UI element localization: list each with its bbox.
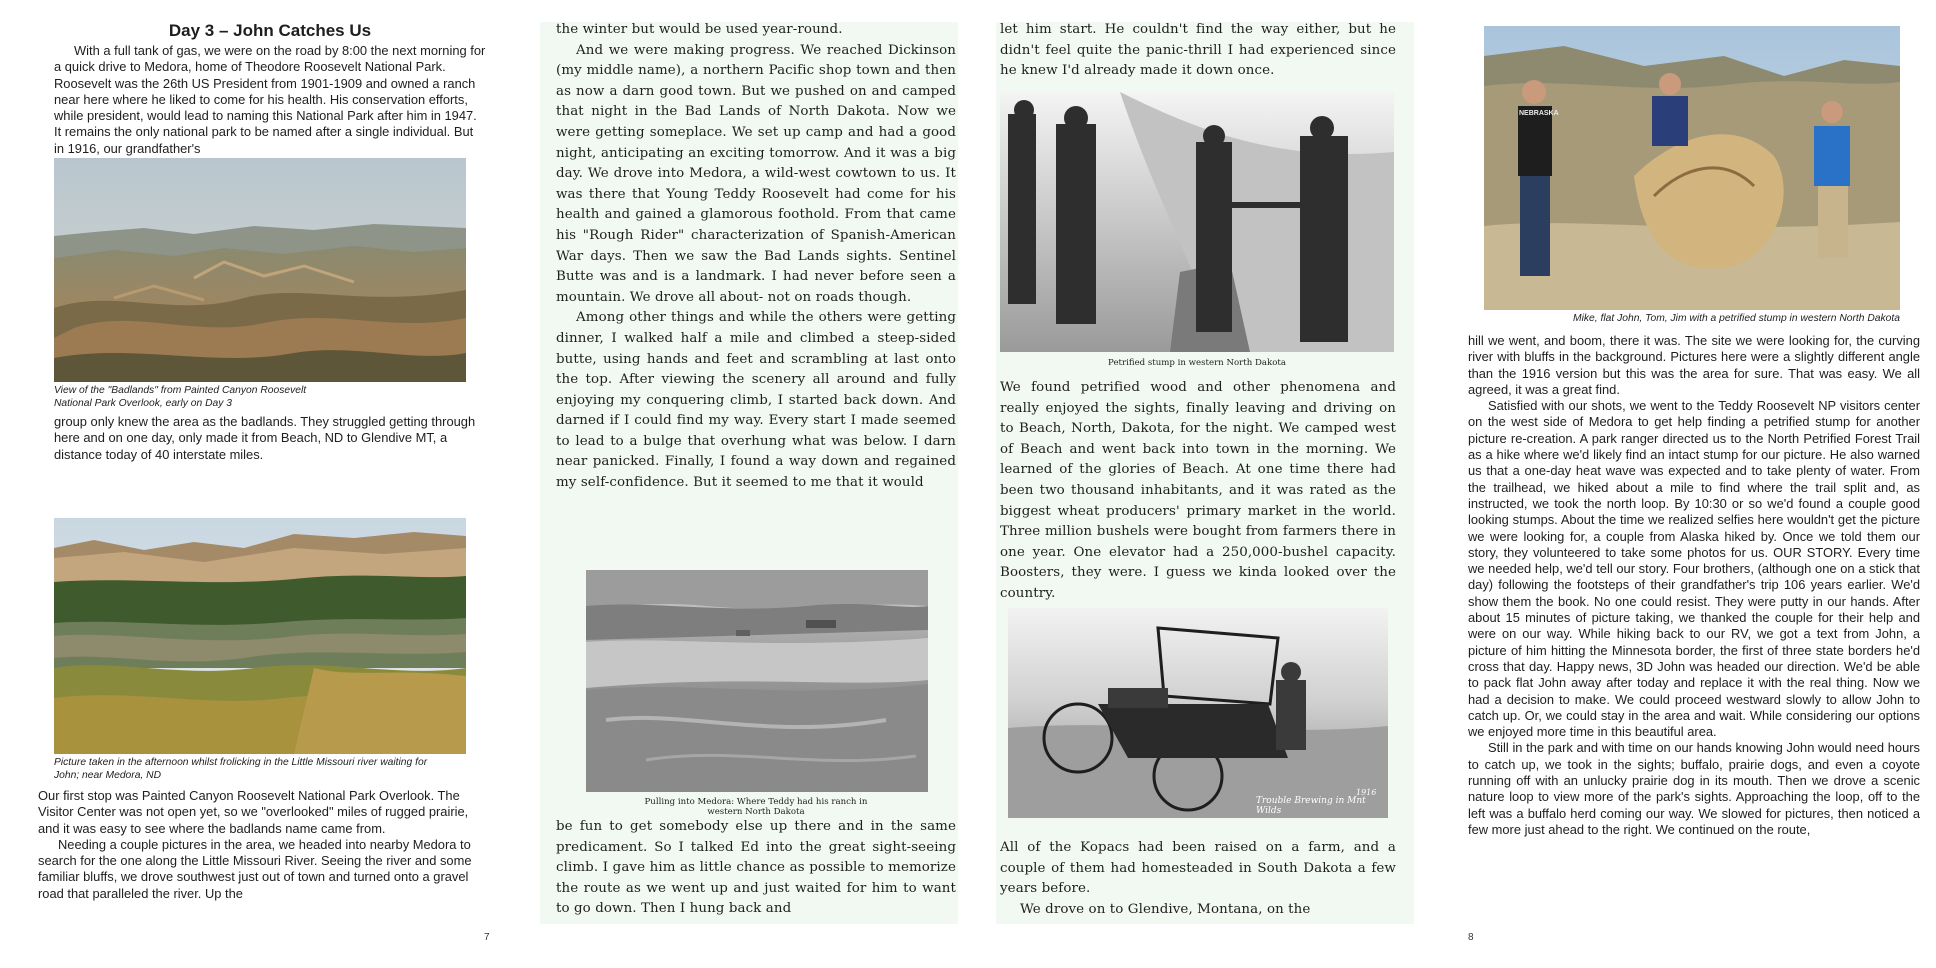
- model-t-car-1916-photo: [1008, 608, 1388, 818]
- page4-text: [1468, 333, 1920, 838]
- photo-inscription: Trouble Brewing in Mnt Wilds: [1256, 796, 1366, 816]
- first-stop-paragraph: Our first stop was Painted Canyon Roosevelt National Park Overlook. The Visitor Center was not open yet, so we "overlooked" miles of rugged prairie, and it was easy to see where the badlands name came from.: [38, 788, 469, 836]
- beach-paragraph: We found petrified wood and other phenomena and really enjoyed the sights, finally leaving and driving on to Beach, North, Dakota, for the night. We camped west of Beach and went back into town in the morning. We learned of the glories of Beach. At one time there had been two thousand inhabitants, and it was rated as the biggest wheat producers' primary market in the world. Three million bushels were bought from farmers there in one year. One elevator had a 250,000-bushel capacity. Boosters, they were. I guess we kinda looked over the country.: [1000, 380, 1396, 601]
- medora-1916-photo: [586, 570, 928, 792]
- park-sights-paragraph: Still in the park and with time on our hands knowing John would need hours to catch up, we took in the sights; buffalo, prairie dogs, and even a coyote running off with an unlucky prairie dog in its mouth. Then we drove a scenic nature loop to view more of the park's sights. Approaching the loop, off to the left was a buffalo herd coming our way. We slowed for pictures, then noticed a few more just ahead to the right. We continued on the route,: [1468, 740, 1920, 837]
- medora-photo-caption: Pulling into Medora: Where Teddy had his ranch in western North Dakota: [644, 797, 868, 817]
- page2-first-line: the winter but would be used year-round.: [556, 22, 843, 37]
- page-title: Day 3 – John Catches Us: [168, 21, 372, 40]
- brothers-petrified-stump-photo: [1484, 26, 1900, 310]
- brothers-photo-caption: Mike, flat John, Tom, Jim with a petrified stump in western North Dakota: [1573, 313, 1900, 324]
- stump-photo-caption: Petrified stump in western North Dakota: [1108, 358, 1286, 368]
- page3-middle-text: [1000, 378, 1396, 605]
- page-number-right: 8: [1468, 932, 1474, 943]
- page3-top-text: let him start. He couldn't find the way either, but he didn't feel quite the panic-thrill I had experienced since he knew I'd already made it down once.: [1000, 22, 1396, 79]
- photo-year: 1916: [1356, 788, 1377, 797]
- continued-text: group only knew the area as the badlands. They struggled getting through here and on one day, only made it from Beach, ND to Glendive MT, a distance today of 40 interstate miles.: [54, 414, 476, 462]
- visitor-center-paragraph: Satisfied with our shots, we went to the Teddy Roosevelt NP visitors center on the west side of Medora to get help finding a petrified stump for another picture re-creation. A park ranger directed us to the North Petrified Forest Trail as a hike where we'd likely find an intact stump for our picture. He also warned us that a one-day heat wave was expected and to take plenty of water. From the trailhead, we hiked about a mile to find where the trail split and, as instructed, we took the north loop. By 10:30 or so we'd found a couple good looking stumps. About the time we realized selfies here wouldn't get the picture we were looking for, a couple from Alaska hiked by. Once we told them our story, they volunteered to take some photos for us. OUR STORY. Every time we needed help, we'd tell our story. Four brothers, (although one on a stick that day) following the footsteps of their grandfather's trip 106 years earlier. We'd show them the book. No one could resist. They were putty in our hands. After about 15 minutes of picture taking, we thanked the couple for their help and were on our way. While hiking back to our RV, we got a text from John, a picture of him hitting the Minnesota border, the first of three state borders he'd cross that day. Happy news, 3D John was headed our direction. We'd be able to pack flat John away after today and replace it with the real thing. Now we had a decision to make. We could proceed westward slowly to allow John to catch up. Or, we could stay in the area and wait. While considering our options we enjoyed more time in this beautiful area.: [1468, 398, 1920, 740]
- kopacs-paragraph: All of the Kopacs had been raised on a farm, and a couple of them had homesteaded in South Dakota a few years before.: [1000, 840, 1396, 897]
- page2-bottom-text: [556, 817, 956, 920]
- page-number-left: 7: [484, 932, 490, 943]
- continued-paragraph: [54, 414, 486, 463]
- intro-paragraph: With a full tank of gas, we were on the road by 8:00 the next morning for a quick drive to Medora, home of Theodore Roosevelt National Park. Roosevelt was the 26th US President from 1901-1909 and owned a ranch near here where he liked to come for his health. His conservation efforts, while president, would lead to naming this National Park after him in 1947. It remains the only national park to be named after a single individual. But in 1916, our grandfather's: [54, 43, 486, 156]
- river-photo-caption: Picture taken in the afternoon whilst frolicking in the Little Missouri river waiting for John; near Medora, ND: [54, 757, 428, 781]
- page3-column: [1000, 20, 1396, 82]
- shirt-text: NEBRASKA: [1519, 110, 1559, 117]
- medora-paragraph: Needing a couple pictures in the area, we headed into nearby Medora to search for the one along the Little Missouri River. Seeing the river and some familiar bluffs, we drove southwest just out of town and turned onto a gravel road that paralleled the river. Up the: [38, 836, 472, 901]
- climb-paragraph: be fun to get somebody else up there and in the same predicament. So I talked Ed into the great sight-seeing climb. I gave him as little chance as possible to memorize the route as we went up and just waited for him to want to go down. Then I hung back and: [556, 819, 956, 917]
- progress-paragraph: And we were making progress. We reached Dickinson (my middle name), a northern Pacific shop town and then as now a darn good town. But we pushed on and camped that night in the Bad Lands of North Dakota. Now we were getting someplace. We set up camp and had a good night, anticipating an exciting tomorrow. And it was a big day. We drove into Medora, a wild-west cowtown to us. It was there that Young Teddy Roosevelt had come for his health and gained a glamorous foothold. From that came his "Rough Rider" characterization of Spanish-American War days. Then we saw the Bad Lands sights. Sentinel Butte was and is a landmark. I had never before seen a mountain. We drove all about- not on roads though.: [556, 42, 956, 305]
- page1-bottom-text: [38, 788, 486, 902]
- petrified-stump-1916-photo: [1000, 92, 1394, 352]
- badlands-overlook-photo: [54, 158, 466, 382]
- page2-column: [556, 20, 956, 494]
- glendive-paragraph: We drove on to Glendive, Montana, on the: [1020, 901, 1311, 917]
- page1-column: [54, 20, 486, 157]
- butte-paragraph: Among other things and while the others were getting dinner, I walked half a mile and climbed a steep-sided butte, using hands and feet and scrambling at last onto the top. After viewing the scenery all around and fully enjoying my conquering climb, I started back down. And darned if I could find my way. Every start I made seemed to lead to a bulge that overhung what was below. I darn near panicked. Finally, I found a way down and regained my self-confidence. But it seemed to me that it would: [556, 310, 956, 491]
- page3-bottom-text: [1000, 838, 1396, 920]
- site-found-paragraph: hill we went, and boom, there it was. The site we were looking for, the curving river with bluffs in the background. Pictures here were a slightly different angle than the 1916 version but this was the area for sure. That was easy. We all agreed, it was a great find.: [1468, 333, 1920, 397]
- little-missouri-river-photo: [54, 518, 466, 754]
- badlands-photo-caption: View of the "Badlands" from Painted Canyon Roosevelt National Park Overlook, early on Day 3: [54, 385, 307, 409]
